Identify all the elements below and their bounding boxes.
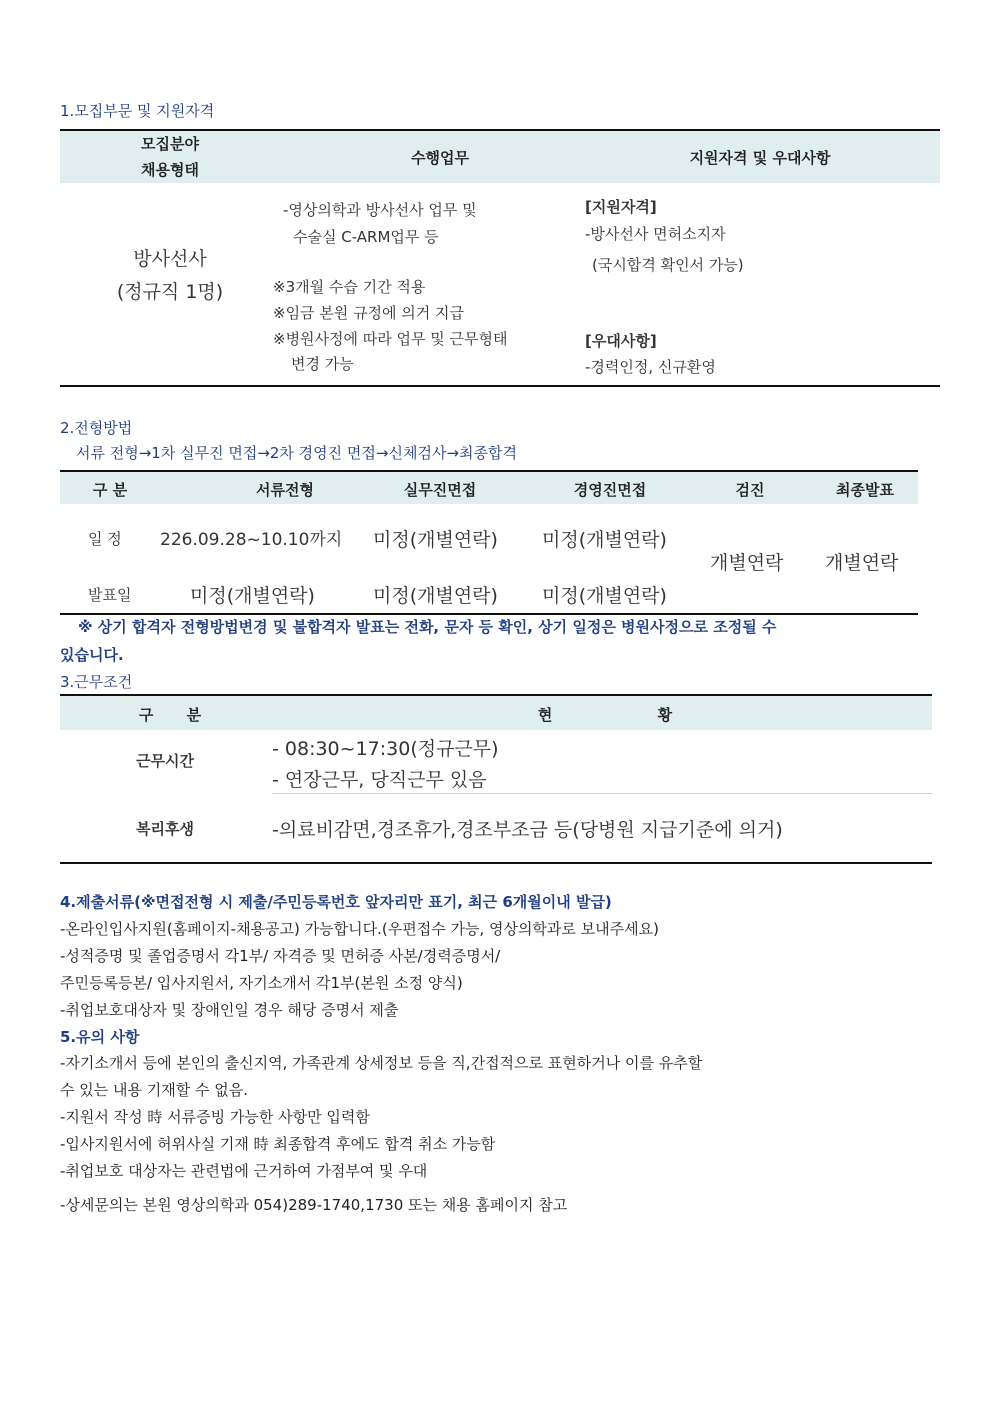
announce-staff-interview: 미정(개별연락)	[373, 585, 498, 607]
documents-line-4: -취업보호대상자 및 장애인일 경우 해당 증명서 제출	[60, 1001, 399, 1019]
caution-line-4: -입사지원서에 허위사실 기재 時 최종합격 후에도 합격 취소 가능함	[60, 1135, 496, 1153]
table1-bottom-rule	[60, 385, 940, 387]
row-divider	[272, 793, 932, 794]
header-category: 구 분	[138, 706, 202, 724]
duty-line-2: 수술실 C-ARM업무 등	[293, 228, 439, 246]
note-line-2: ※임금 본원 규정에 의거 지급	[273, 304, 465, 322]
work-hours-line-1: - 08:30~17:30(정규근무)	[272, 738, 499, 760]
schedule-executive-interview: 미정(개별연락)	[542, 529, 667, 551]
caution-line-2: 수 있는 내용 기재할 수 없음.	[60, 1081, 248, 1099]
header-qualifications: 지원자격 및 우대사항	[689, 149, 831, 167]
caution-line-3: -지원서 작성 時 서류증빙 가능한 사항만 입력함	[60, 1108, 370, 1126]
table1-header	[60, 131, 940, 183]
welfare-line: -의료비감면,경조휴가,경조부조금 등(당병원 지급기준에 의거)	[272, 819, 783, 841]
welfare-label: 복리후생	[136, 820, 194, 838]
contact-line: -상세문의는 본원 영상의학과 054)289-1740,1730 또는 채용 홈페이지 참고	[60, 1196, 568, 1214]
work-hours-line-2: - 연장근무, 당직근무 있음	[272, 769, 487, 791]
section1-title: 1.모집부문 및 지원자격	[60, 102, 215, 120]
qualification-label: [지원자격]	[585, 198, 657, 216]
documents-line-2: -성적증명 및 졸업증명서 각1부/ 자격증 및 면허증 사본/경력증명서/	[60, 947, 501, 965]
header-category: 구 분	[92, 481, 128, 499]
table3-header	[60, 696, 932, 730]
schedule-document: 226.09.28~10.10까지	[160, 530, 343, 550]
selection-flow: 서류 전형→1차 실무진 면접→2차 경영진 면접→신체검사→최종합격	[76, 444, 517, 462]
table3-bottom-rule	[60, 862, 932, 864]
notice-line-1: ※ 상기 합격자 전형방법변경 및 불합격자 발표는 전화, 문자 등 확인, 상기 일정은 병원사정으로 조정될 수	[78, 618, 777, 636]
note-line-3: ※병원사정에 따라 업무 및 근무형태	[273, 330, 508, 348]
preference-label: [우대사항]	[585, 332, 657, 350]
header-status: 현 황	[537, 706, 673, 724]
section3-title: 3.근무조건	[60, 673, 133, 691]
announce-label: 발표일	[88, 586, 132, 604]
announce-document: 미정(개별연락)	[190, 585, 315, 607]
documents-line-3: 주민등록등본/ 입사지원서, 자기소개서 각1부(본원 소정 양식)	[60, 974, 463, 992]
schedule-label: 일 정	[88, 530, 122, 548]
table2-header	[60, 472, 918, 504]
note-line-4: 변경 가능	[291, 355, 354, 373]
preference-item: -경력인정, 신규환영	[585, 358, 716, 376]
header-final-announcement: 최종발표	[836, 481, 894, 499]
caution-line-5: -취업보호 대상자는 관련법에 근거하여 가점부여 및 우대	[60, 1162, 428, 1180]
work-hours-label: 근무시간	[136, 752, 194, 770]
health-check-value: 개별연락	[710, 552, 784, 574]
header-document-screening: 서류전형	[256, 481, 314, 499]
caution-line-1: -자기소개서 등에 본인의 출신지역, 가족관계 상세정보 등을 직,간접적으로 표현하거나 이를 유추할	[60, 1054, 703, 1072]
position-name: 방사선사	[133, 248, 207, 270]
position-type: (정규직 1명)	[116, 281, 224, 303]
section5-title: 5.유의 사항	[60, 1028, 140, 1046]
duty-line-1: -영상의학과 방사선사 업무 및	[283, 201, 477, 219]
announce-executive-interview: 미정(개별연락)	[542, 585, 667, 607]
notice-line-2: 있습니다.	[60, 646, 124, 664]
header-health-check: 검진	[735, 481, 765, 499]
documents-line-1: -온라인입사지원(홈페이지-채용공고) 가능합니다.(우편접수 가능, 영상의학과로 보내주세요)	[60, 920, 659, 938]
header-staff-interview: 실무진면접	[403, 481, 477, 499]
header-duties: 수행업무	[411, 149, 469, 167]
schedule-staff-interview: 미정(개별연락)	[373, 529, 498, 551]
header-employment-type: 채용형태	[141, 161, 199, 179]
qualification-sub: (국시합격 확인서 가능)	[592, 256, 744, 274]
qualification-item: -방사선사 면허소지자	[585, 225, 726, 243]
section2-title: 2.전형방법	[60, 419, 133, 437]
final-announcement-value: 개별연락	[825, 552, 899, 574]
header-executive-interview: 경영진면접	[573, 481, 647, 499]
section4-title: 4.제출서류(※면접전형 시 제출/주민등록번호 앞자리만 표기, 최근 6개월이내 발급)	[60, 893, 612, 911]
note-line-1: ※3개월 수습 기간 적용	[273, 278, 426, 296]
header-recruit-field: 모집분야	[141, 135, 199, 153]
